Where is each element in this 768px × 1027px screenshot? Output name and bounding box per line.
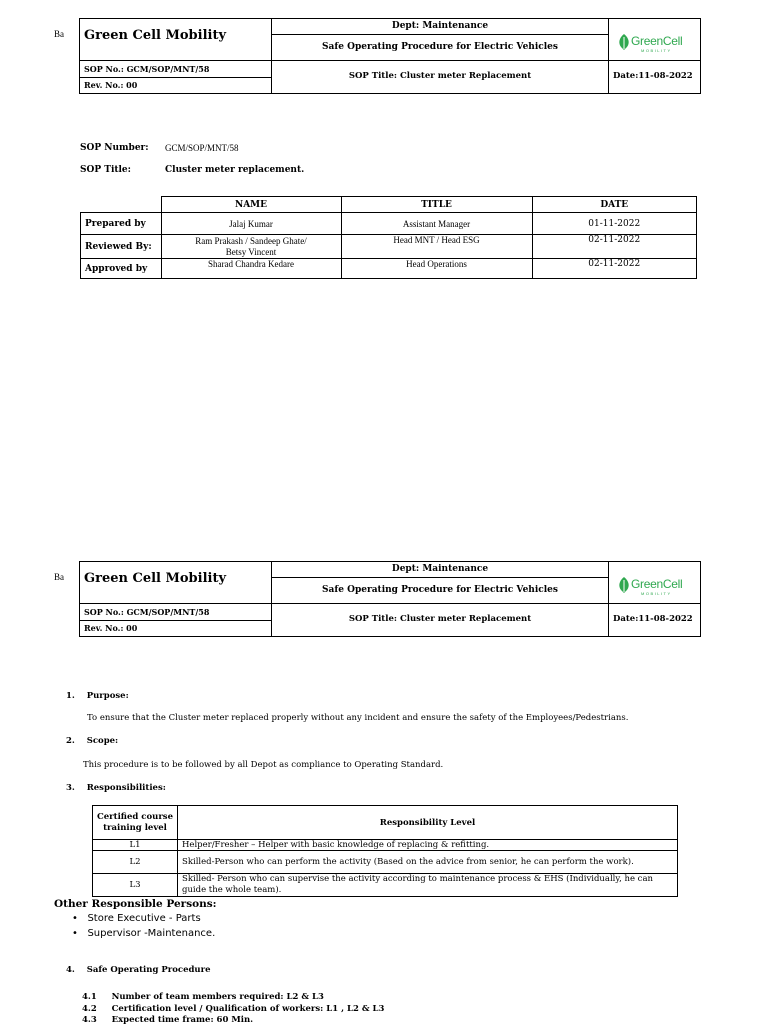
- col-header-level-line1: Certified course: [97, 811, 173, 822]
- list-item: 4.3 Expected time frame: 60 Min.: [82, 1015, 254, 1025]
- leaf-icon: [617, 576, 631, 594]
- row-responsibility-line2: guide the whole team).: [182, 885, 282, 895]
- logo-cell: [608, 19, 700, 61]
- greencell-logo: [617, 575, 695, 597]
- row-name-line2: Betsy Vincent: [225, 246, 277, 257]
- row-name: Jalaj Kumar: [161, 213, 341, 235]
- list-item-text: Store Executive - Parts: [87, 913, 201, 924]
- col-header-level-line2: training level: [103, 822, 167, 833]
- sop-item-list: [82, 992, 384, 1027]
- logo-subtext: MOBILITY: [641, 591, 672, 596]
- row-date: 02-11-2022: [532, 259, 697, 279]
- signoff-table: [80, 196, 697, 279]
- row-level: L1: [93, 840, 178, 851]
- procedure-label: Safe Operating Procedure for Electric Vehicles: [272, 35, 608, 61]
- section-responsibilities-title: 3. Responsibilities:: [66, 783, 166, 793]
- row-title: Head MNT / Head ESG: [341, 235, 532, 259]
- bullet-icon: •: [72, 913, 78, 924]
- list-item: 4.2 Certification level / Qualification of workers: L1 , L2 & L3: [82, 1003, 385, 1014]
- bullet-icon: •: [72, 928, 78, 939]
- company-name: Green Cell Mobility: [80, 19, 272, 61]
- row-date: 02-11-2022: [532, 235, 697, 259]
- greencell-logo: [617, 32, 695, 54]
- logo-text: GreenCell: [631, 34, 683, 48]
- revision-number: Rev. No.: 00: [80, 621, 272, 636]
- dept-label: Dept: Maintenance: [272, 19, 608, 35]
- other-responsible-title: Other Responsible Persons:: [54, 898, 217, 910]
- col-header-level: [93, 806, 178, 840]
- table-row: [81, 259, 697, 279]
- other-responsible-list: [72, 913, 215, 943]
- header-ba-text: Ba: [54, 29, 64, 39]
- section-purpose-text: To ensure that the Cluster meter replaced properly without any incident and ensure the safety of the Employees/Pedestrians.: [87, 713, 629, 723]
- dept-label: Dept: Maintenance: [272, 562, 608, 578]
- row-date: 01-11-2022: [532, 213, 697, 235]
- table-row: [93, 874, 678, 897]
- responsibility-table: [92, 805, 678, 897]
- document-header: [79, 18, 701, 94]
- sop-title: SOP Title: Cluster meter Replacement: [348, 71, 532, 81]
- logo-text: GreenCell: [631, 577, 683, 591]
- row-responsibility: Skilled-Person who can perform the activity (Based on the advice from senior, he can perform the work).: [178, 851, 678, 874]
- row-level: L2: [93, 851, 178, 874]
- col-header-name: NAME: [161, 197, 341, 213]
- leaf-icon: [617, 33, 631, 51]
- list-item: [72, 928, 215, 943]
- revision-number: Rev. No.: 00: [80, 78, 272, 93]
- sop-number-label: SOP Number:: [80, 143, 149, 153]
- row-role: Approved by: [81, 259, 162, 279]
- row-responsibility: [178, 874, 678, 897]
- row-responsibility: Helper/Fresher – Helper with basic knowledge of replacing & refitting.: [178, 840, 678, 851]
- sop-number: SOP No.: GCM/SOP/MNT/58: [80, 604, 272, 621]
- section-scope-text: This procedure is to be followed by all Depot as compliance to Operating Standard.: [83, 760, 444, 770]
- logo-cell: [608, 562, 700, 604]
- row-name-line1: Ram Prakash / Sandeep Ghate/: [195, 235, 307, 246]
- sop-number: SOP No.: GCM/SOP/MNT/58: [80, 61, 272, 78]
- row-responsibility-line1: Skilled- Person who can supervise the activity according to maintenance process & EHS (Individually, he can: [182, 874, 653, 884]
- col-header-responsibility: Responsibility Level: [178, 806, 678, 840]
- row-title: Assistant Manager: [341, 213, 532, 235]
- list-item-text: Supervisor -Maintenance.: [87, 928, 216, 939]
- col-header-title: TITLE: [341, 197, 532, 213]
- row-role: Prepared by: [81, 213, 162, 235]
- signoff-corner: [81, 197, 162, 213]
- row-level: L3: [93, 874, 178, 897]
- section-scope-title: 2. Scope:: [66, 736, 119, 746]
- sop-title-label: SOP Title:: [80, 165, 131, 175]
- row-name: [161, 235, 341, 259]
- table-row: [93, 851, 678, 874]
- col-header-date: DATE: [532, 197, 697, 213]
- document-header: [79, 561, 701, 637]
- row-title: Head Operations: [341, 259, 532, 279]
- table-row: [93, 840, 678, 851]
- list-item: [72, 913, 215, 928]
- section-sop-title: 4. Safe Operating Procedure: [66, 965, 211, 975]
- sop-title-value: Cluster meter replacement.: [165, 165, 305, 175]
- section-purpose-title: 1. Purpose:: [66, 691, 129, 701]
- list-item: 4.1 Number of team members required: L2 & L3: [82, 992, 324, 1002]
- header-date: Date:11-08-2022: [608, 61, 700, 93]
- table-row: [81, 213, 697, 235]
- sop-number-value: GCM/SOP/MNT/58: [165, 143, 239, 153]
- company-name: Green Cell Mobility: [80, 562, 272, 604]
- row-name: Sharad Chandra Kedare: [161, 259, 341, 279]
- sop-title: SOP Title: Cluster meter Replacement: [348, 614, 532, 624]
- row-role: Reviewed By:: [81, 235, 162, 259]
- logo-subtext: MOBILITY: [641, 48, 672, 53]
- table-row: [81, 235, 697, 259]
- header-date: Date:11-08-2022: [608, 604, 700, 636]
- procedure-label: Safe Operating Procedure for Electric Vehicles: [272, 578, 608, 604]
- header-ba-text: Ba: [54, 572, 64, 582]
